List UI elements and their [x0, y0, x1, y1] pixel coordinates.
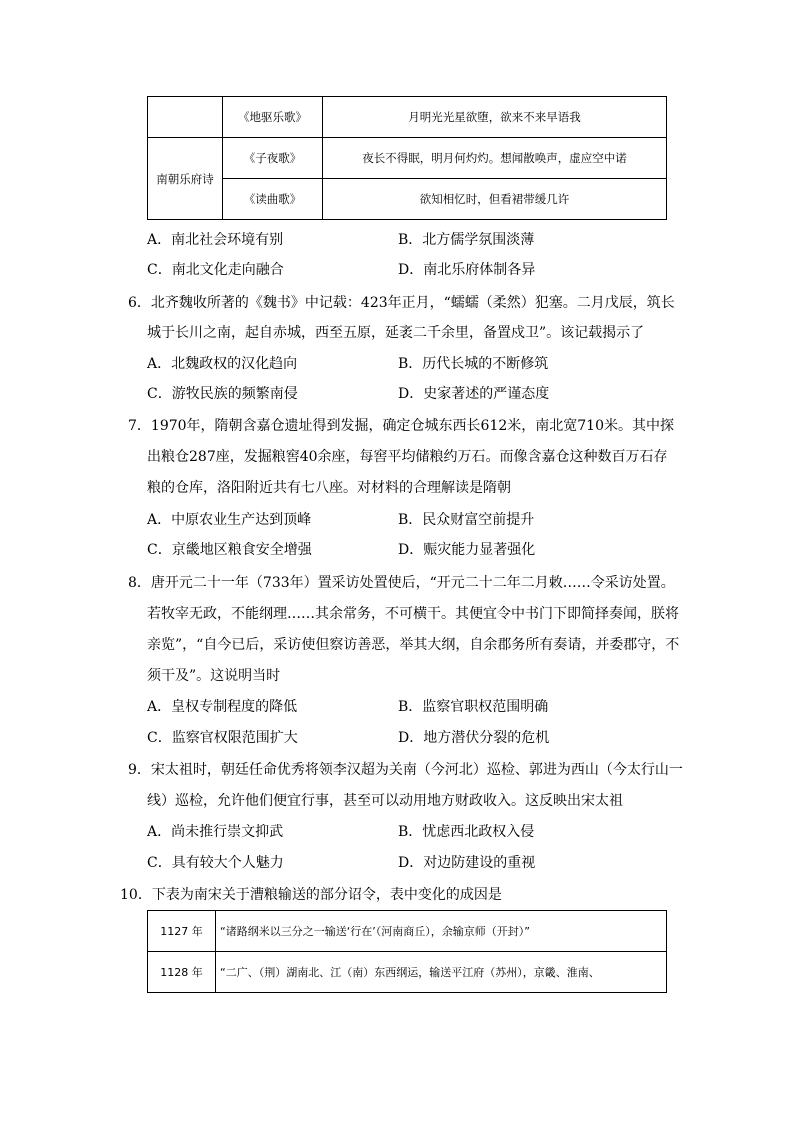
- table-row: [148, 97, 667, 138]
- option-a[interactable]: A．北魏政权的汉化趋向: [147, 356, 298, 372]
- table-row: [148, 911, 667, 952]
- option-c[interactable]: C．游牧民族的频繁南侵: [147, 386, 298, 402]
- question-7-line: 出粮仓287座，发掘粮窖40余座，每窖平均储粮约万石。而像含嘉仓这种数百万石存: [147, 449, 668, 465]
- question-7-line: 粮的仓库，洛阳附近共有七八座。对材料的合理解读是隋朝: [147, 480, 511, 496]
- table-cell-empty: [148, 97, 223, 138]
- option-a[interactable]: A．皇权专制程度的降低: [147, 699, 298, 715]
- year-cell: 1128 年: [148, 952, 216, 993]
- option-b[interactable]: B．忧虑西北政权入侵: [398, 824, 535, 840]
- question-6-line: 6．北齐魏收所著的《魏书》中记载：423年正月，“蠕蠕（柔然）犯塞。二月戊辰，筑长: [128, 295, 675, 311]
- option-d[interactable]: D．对边防建设的重视: [398, 855, 536, 871]
- option-d[interactable]: D．史家著述的严谨态度: [398, 386, 550, 402]
- poem-text: 夜长不得眠，明月何灼灼。想闻散唤声，虚应空中诺: [323, 138, 667, 179]
- option-a[interactable]: A．中原农业生产达到顶峰: [147, 512, 312, 528]
- year-cell: 1127 年: [148, 911, 216, 952]
- question-7-line: 7．1970年，隋朝含嘉仓遗址得到发掘，确定仓城东西长612米，南北宽710米。其中探: [128, 418, 674, 434]
- table-row: [148, 952, 667, 993]
- option-d[interactable]: D．赈灾能力显著强化: [398, 542, 536, 558]
- grain-transport-table: [147, 910, 667, 993]
- question-10-stem: 10．下表为南宋关于漕粮输送的部分诏令，表中变化的成因是: [120, 887, 502, 903]
- question-9-line: 线）巡检，允许他们便宜行事，甚至可以动用地方财政收入。这反映出宋太祖: [147, 793, 623, 809]
- option-c[interactable]: C．南北文化走向融合: [147, 262, 284, 278]
- option-b[interactable]: B．北方儒学氛围淡薄: [398, 232, 535, 248]
- question-8-line: 须干及”。这说明当时: [147, 668, 281, 684]
- question-8-line: 8．唐开元二十一年（733年）置采访处置使后，“开元二十二年二月敕……令采访处置。: [128, 575, 675, 591]
- option-d[interactable]: D．地方潜伏分裂的危机: [398, 730, 550, 746]
- question-8-line: 若牧宰无政，不能纲理……其余常务，不可横干。其便宜令中书门下即简择奏闻，朕将: [147, 606, 679, 622]
- decree-cell: “二广、（荆）湖南北、江（南）东西纲运，输送平江府（苏州），京畿、淮南、: [216, 952, 667, 993]
- option-c[interactable]: C．具有较大个人魅力: [147, 855, 284, 871]
- option-c[interactable]: C．京畿地区粮食安全增强: [147, 542, 312, 558]
- poem-title: 《地驱乐歌》: [223, 97, 323, 138]
- option-c[interactable]: C．监察官权限范围扩大: [147, 730, 298, 746]
- table-row: [148, 179, 667, 220]
- option-a[interactable]: A．尚未推行崇文抑武: [147, 824, 284, 840]
- poem-text: 月明光光星欲堕，欲来不来早语我: [323, 97, 667, 138]
- poem-title: 《子夜歌》: [223, 138, 323, 179]
- question-8-line: 亲览”，“自今已后，采访使但察访善恶，举其大纲，自余郡务所有奏请，并委郡守，不: [147, 637, 680, 653]
- group-label: 南朝乐府诗: [148, 138, 223, 220]
- poem-text: 欲知相忆时，但看裙带缓几许: [323, 179, 667, 220]
- table-row: [148, 138, 667, 179]
- question-6-line: 城于长川之南，起自赤城，西至五原，延袤二千余里，备置戍卫”。该记载揭示了: [147, 325, 645, 341]
- poem-title: 《读曲歌》: [223, 179, 323, 220]
- poem-table: [147, 96, 667, 220]
- question-9-line: 9．宋太祖时，朝廷任命优秀将领李汉超为关南（今河北）巡检、郭进为西山（今太行山一: [128, 762, 683, 778]
- option-d[interactable]: D．南北乐府体制各异: [398, 262, 536, 278]
- option-b[interactable]: B．民众财富空前提升: [398, 512, 535, 528]
- option-b[interactable]: B．历代长城的不断修筑: [398, 356, 549, 372]
- option-a[interactable]: A．南北社会环境有别: [147, 232, 284, 248]
- decree-cell: “诸路纲米以三分之一输送‘行在’（河南商丘），余输京师（开封）”: [216, 911, 667, 952]
- option-b[interactable]: B．监察官职权范围明确: [398, 699, 549, 715]
